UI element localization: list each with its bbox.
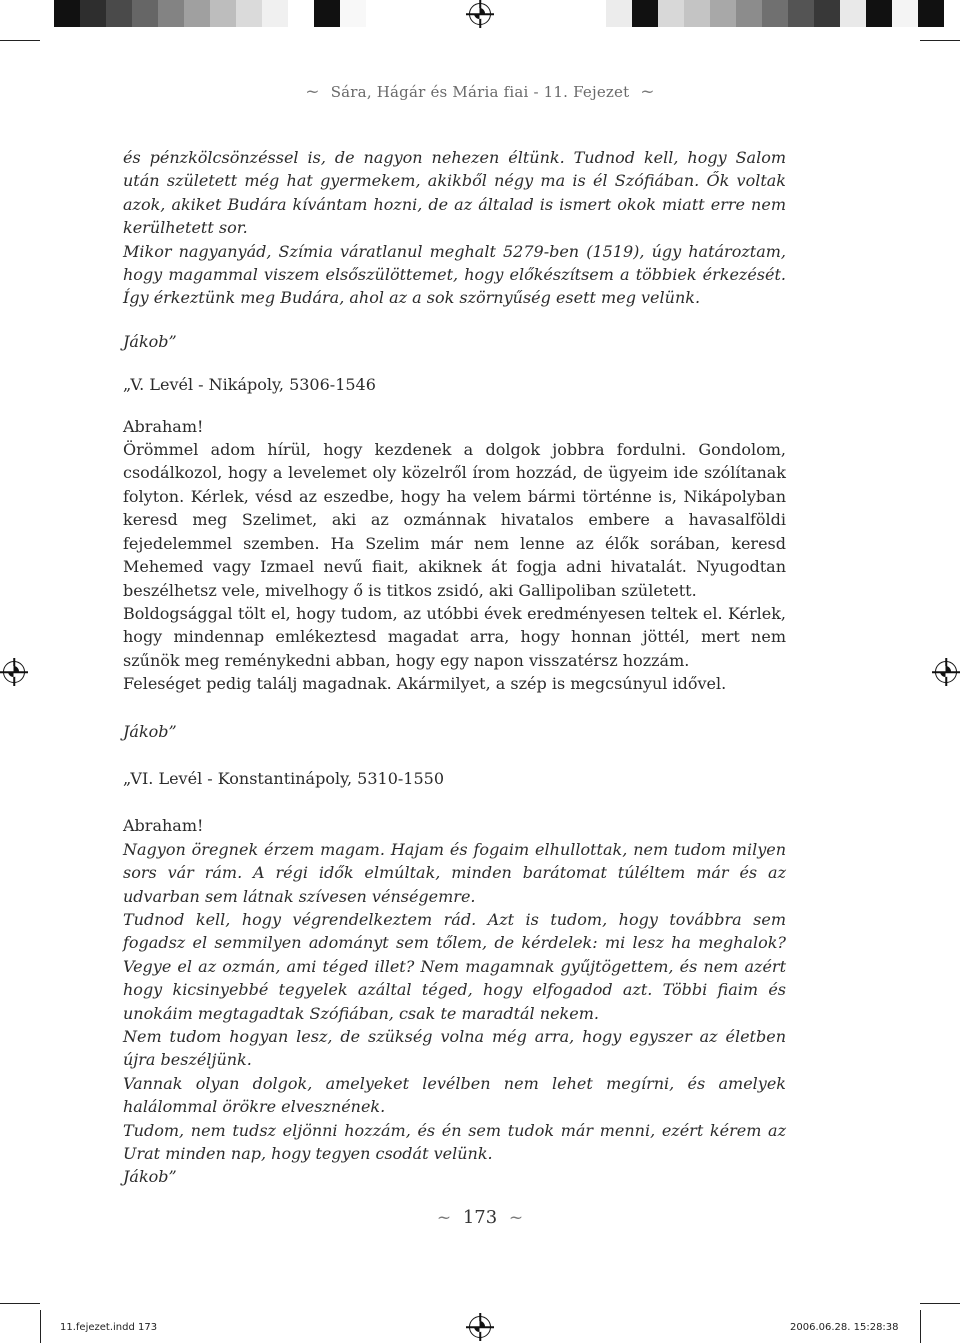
paragraph: Tudnod kell, hogy végrendelkeztem rád. Azt is tudom, hogy továbbra sem fogadsz el semmilyen adományt sem tőlem, de kérdelek: mi lesz ha meghalok? Vegye el az ozmán, ami téged illet? Nem magamnak gyűjtögettem, és nem azért hogy kicsinyebbé tegyelek azáltal téged, hogy elfogadod azt. Többi fiaim és unokáim megtagadtak Szófiában, csak te maradtál nekem.	[123, 909, 786, 1023]
slug-timestamp: 2006.06.28. 15:28:38	[790, 1322, 899, 1333]
running-header	[0, 82, 960, 102]
color-swatch	[80, 0, 106, 27]
trim-mark	[0, 40, 40, 41]
letter-greeting: Abraham!	[123, 416, 204, 436]
color-swatch	[840, 0, 866, 27]
color-swatch	[632, 0, 658, 27]
swash-ornament-icon: ~	[508, 1208, 524, 1228]
paragraph: és pénzkölcsönzéssel is, de nagyon nehezen éltünk. Tudnod kell, hogy Salom után született még hat gyermekem, akikből négy ma is él Szófiában. Ők voltak azok, akiket Budára kívántam hozni, de az általad is ismert okok miatt erre nem kerülhetett sor.	[123, 148, 786, 238]
trim-mark	[920, 1310, 921, 1343]
trim-mark	[920, 1303, 960, 1304]
color-swatch	[606, 0, 632, 27]
color-bar-left	[54, 0, 366, 27]
page-number-value: 173	[462, 1207, 498, 1228]
color-swatch	[288, 0, 314, 27]
signature: Jákob”	[123, 721, 177, 741]
color-swatch	[710, 0, 736, 27]
color-swatch	[658, 0, 684, 27]
color-swatch	[684, 0, 710, 27]
paragraph: Nagyon öregnek érzem magam. Hajam és fogaim elhullottak, nem tudom milyen sors vár rám. A régi idők elmúltak, minden barátomat túléltem már és az udvarban sem látnak szívesen vénségemre.	[123, 839, 786, 906]
paragraph: Mikor nagyanyád, Szímia váratlanul meghalt 5279-ben (1519), úgy határoztam, hogy magammal viszem elsőszülöttemet, hogy előkészítsem a többiek érkezését. Így érkeztünk meg Budára, ahol az a sok szörnyűség esett meg velünk.	[123, 241, 786, 308]
color-swatch	[892, 0, 918, 27]
letter-greeting: Abraham!	[123, 816, 204, 836]
header-title: Sára, Hágár és Mária fiai - 11. Fejezet	[330, 83, 630, 101]
letter-heading: „VI. Levél - Konstantinápoly, 5310-1550	[123, 768, 445, 788]
registration-mark-icon	[935, 661, 957, 683]
color-swatch	[340, 0, 366, 27]
slug-filename: 11.fejezet.indd 173	[60, 1322, 158, 1333]
color-swatch	[736, 0, 762, 27]
color-swatch	[210, 0, 236, 27]
signature: Jákob”	[123, 331, 177, 351]
color-swatch	[132, 0, 158, 27]
swash-ornament-icon: ~	[436, 1208, 452, 1228]
color-swatch	[762, 0, 788, 27]
trim-mark	[0, 1303, 40, 1304]
paragraph: Tudom, nem tudsz eljönni hozzám, és én sem tudok már menni, ezért kérem az Urat minden nap, hogy tegyen csodát velünk.	[123, 1120, 786, 1164]
letter-heading: „V. Levél - Nikápoly, 5306-1546	[123, 375, 376, 395]
paragraph: Feleséget pedig találj magadnak. Akármilyet, a szép is megcsúnyul idővel.	[123, 674, 727, 694]
color-swatch	[236, 0, 262, 27]
paragraph: Nem tudom hogyan lesz, de szükség volna még arra, hogy egyszer az életben újra beszéljünk.	[123, 1027, 786, 1070]
color-bar-right	[606, 0, 944, 27]
color-swatch	[788, 0, 814, 27]
page-number	[0, 1207, 960, 1228]
color-swatch	[262, 0, 288, 27]
color-swatch	[814, 0, 840, 27]
paragraph: Örömmel adom hírül, hogy kezdenek a dolgok jobbra fordulni. Gondolom, csodálkozol, hogy a levelemet oly közelről írom hozzád, de ügyeim ide szólítanak folyton. Kérlek, vésd az eszedbe, hogy ha velem bármi történne is, Nikápolyban keresd meg Szelimet, aki az ozmánnak hivatalos embere a havasalföldi fejedelemmel szemben. Ha Szelim már nem lenne az élők sorában, keresd Mehemed vagy Izmael nevű fiait, akiknek át fogja adni hivatalát. Nyugodtan beszélhetsz vele, mivelhogy ő is titkos zsidó, aki Gallipoliban született.	[123, 440, 786, 600]
trim-mark	[920, 40, 960, 41]
color-swatch	[918, 0, 944, 27]
registration-mark-icon	[3, 661, 25, 683]
color-swatch	[106, 0, 132, 27]
paragraph: Vannak olyan dolgok, amelyeket levélben nem lehet megírni, és amelyek halálommal örökre elvesznének.	[123, 1073, 786, 1117]
color-swatch	[184, 0, 210, 27]
color-swatch	[866, 0, 892, 27]
swash-ornament-icon: ~	[305, 82, 320, 102]
trim-mark	[40, 1310, 41, 1343]
registration-mark-icon	[469, 1316, 491, 1338]
color-swatch	[158, 0, 184, 27]
swash-ornament-icon: ~	[640, 82, 655, 102]
page-body	[123, 146, 786, 1189]
color-swatch	[314, 0, 340, 27]
paragraph: Boldogsággal tölt el, hogy tudom, az utóbbi évek eredményesen teltek el. Kérlek, hogy mindennap emlékeztesd magadat arra, hogy honnan jöttél, mert nem szűnök meg reménykedni abban, hogy egy napon visszatérsz hozzám.	[123, 603, 786, 670]
signature: Jákob”	[123, 1167, 177, 1187]
registration-mark-icon	[469, 3, 491, 25]
color-swatch	[54, 0, 80, 27]
